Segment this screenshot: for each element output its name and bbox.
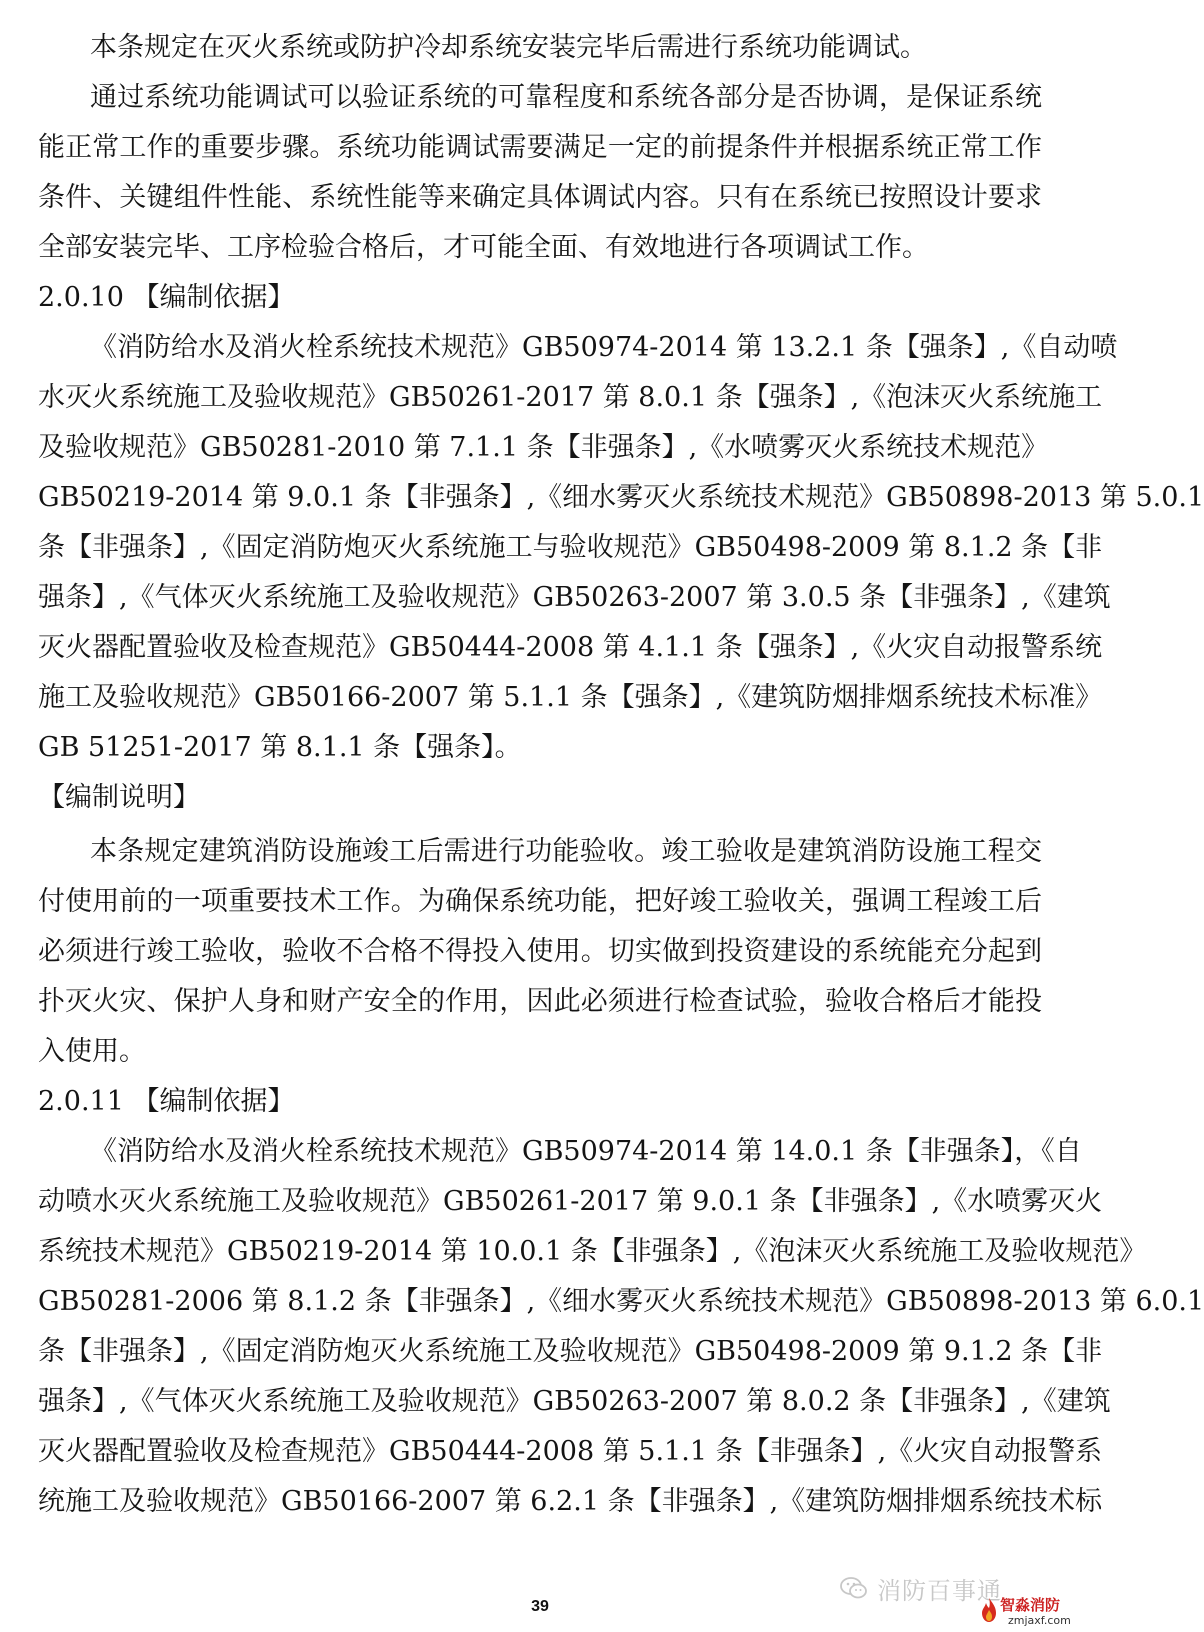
page-number: 39 — [531, 1598, 549, 1615]
body-text-line: GB50219-2014 第 9.0.1 条【非强条】,《细水雾灭火系统技术规范》GB50898-2013 第 5.0.1 — [38, 482, 1204, 513]
body-text-line: 统施工及验收规范》GB50166-2007 第 6.2.1 条【非强条】,《建筑防烟排烟系统技术标 — [38, 1486, 1103, 1517]
watermark-text: 消防百事通 — [877, 1576, 1002, 1605]
body-text-line: 能正常工作的重要步骤。系统功能调试需要满足一定的前提条件并根据系统正常工作 — [38, 132, 1042, 163]
body-text-line: 动喷水灭火系统施工及验收规范》GB50261-2017 第 9.0.1 条【非强条】,《水喷雾灭火 — [38, 1186, 1103, 1217]
body-text-line: 入使用。 — [38, 1036, 146, 1067]
site-logo — [978, 1594, 1072, 1630]
body-text-line: 本条规定在灭火系统或防护冷却系统安装完毕后需进行系统功能调试。 — [90, 32, 927, 63]
flame-logo-icon — [978, 1596, 1000, 1624]
body-text-line: 全部安装完毕、工序检验合格后，才可能全面、有效地进行各项调试工作。 — [38, 232, 929, 263]
body-text-line: GB 51251-2017 第 8.1.1 条【强条】。 — [38, 732, 522, 763]
body-text-line: 《消防给水及消火栓系统技术规范》GB50974-2014 第 14.0.1 条【非强条】，《自 — [90, 1136, 1082, 1167]
section-heading-explanation: 【编制说明】 — [38, 782, 200, 813]
body-text-line: 灭火器配置验收及检查规范》GB50444-2008 第 5.1.1 条【非强条】,《火灾自动报警系 — [38, 1436, 1103, 1467]
body-text-line: 系统技术规范》GB50219-2014 第 10.0.1 条【非强条】,《泡沫灭火系统施工及验收规范》 — [38, 1236, 1147, 1267]
body-text-line: 及验收规范》GB50281-2010 第 7.1.1 条【非强条】,《水喷雾灭火系统技术规范》 — [38, 432, 1049, 463]
section-heading-2-0-11: 2.0.11 【编制依据】 — [38, 1086, 295, 1117]
body-text-line: 《消防给水及消火栓系统技术规范》GB50974-2014 第 13.2.1 条【强条】,《自动喷 — [90, 332, 1118, 363]
body-text-line: 条件、关键组件性能、系统性能等来确定具体调试内容。只有在系统已按照设计要求 — [38, 182, 1042, 213]
body-text-line: 通过系统功能调试可以验证系统的可靠程度和系统各部分是否协调，是保证系统 — [90, 82, 1042, 113]
body-text-line: 付使用前的一项重要技术工作。为确保系统功能，把好竣工验收关，强调工程竣工后 — [38, 886, 1042, 917]
body-text-line: 施工及验收规范》GB50166-2007 第 5.1.1 条【强条】,《建筑防烟排烟系统技术标准》 — [38, 682, 1103, 713]
body-text-line: 灭火器配置验收及检查规范》GB50444-2008 第 4.1.1 条【强条】,《火灾自动报警系统 — [38, 632, 1103, 663]
body-text-line: 扑灭火灾、保护人身和财产安全的作用，因此必须进行检查试验，验收合格后才能投 — [38, 986, 1042, 1017]
body-text-line: 水灭火系统施工及验收规范》GB50261-2017 第 8.0.1 条【强条】,《泡沫灭火系统施工 — [38, 382, 1103, 413]
logo-name: 智淼消防 — [1000, 1596, 1061, 1614]
body-text-line: 条【非强条】,《固定消防炮灭火系统施工及验收规范》GB50498-2009 第 9.1.2 条【非 — [38, 1336, 1103, 1367]
body-text-line: 强条】,《气体灭火系统施工及验收规范》GB50263-2007 第 8.0.2 条【非强条】,《建筑 — [38, 1386, 1111, 1417]
body-text-line: 条【非强条】,《固定消防炮灭火系统施工与验收规范》GB50498-2009 第 8.1.2 条【非 — [38, 532, 1103, 563]
logo-url: zmjaxf.com — [1008, 1614, 1071, 1627]
body-text-line: GB50281-2006 第 8.1.2 条【非强条】,《细水雾灭火系统技术规范》GB50898-2013 第 6.0.1 — [38, 1286, 1204, 1317]
body-text-line: 必须进行竣工验收，验收不合格不得投入使用。切实做到投资建设的系统能充分起到 — [38, 936, 1042, 967]
body-text-line: 强条】,《气体灭火系统施工及验收规范》GB50263-2007 第 3.0.5 条【非强条】,《建筑 — [38, 582, 1111, 613]
body-text-line: 本条规定建筑消防设施竣工后需进行功能验收。竣工验收是建筑消防设施工程交 — [90, 836, 1042, 867]
section-heading-2-0-10: 2.0.10 【编制依据】 — [38, 282, 295, 313]
